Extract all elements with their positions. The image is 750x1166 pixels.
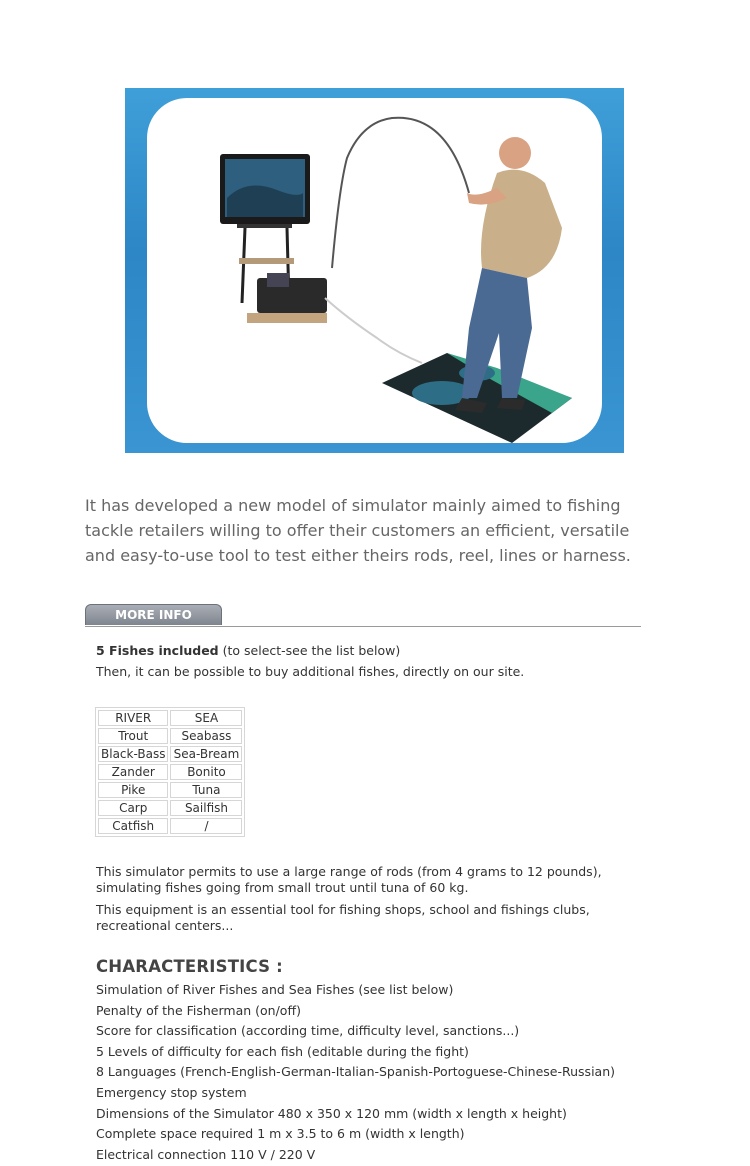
hero-photo-frame — [147, 98, 602, 443]
list-item: Complete space required 1 m x 3.5 to 6 m (width x length) — [96, 1126, 465, 1142]
intro-text: It has developed a new model of simulator mainly aimed to fishing tackle retailers willing to offer their customers an efficient, versatile and easy-to-use tool to test either theirs rods, reel, lines or harness. — [85, 496, 631, 565]
table-header-sea: SEA — [170, 710, 242, 726]
table-cell: Catfish — [98, 818, 168, 834]
table-cell: Trout — [98, 728, 168, 744]
additional-fishes-line: Then, it can be possible to buy additional fishes, directly on our site. — [96, 664, 525, 679]
fishes-included-line — [96, 643, 400, 658]
table-row — [98, 764, 242, 780]
table-cell: Sea-Bream — [170, 746, 242, 762]
fishes-included-note: (to select-see the list below) — [218, 643, 401, 658]
more-info-tabbar — [85, 604, 641, 627]
list-item: 8 Languages (French-English-German-Italian-Spanish-Portoguese-Chinese-Russian) — [96, 1064, 616, 1080]
table-cell: Seabass — [170, 728, 242, 744]
tab-more-info[interactable]: MORE INFO — [85, 604, 222, 625]
list-item: Dimensions of the Simulator 480 x 350 x 120 mm (width x length x height) — [96, 1105, 567, 1121]
characteristics-heading: CHARACTERISTICS : — [96, 957, 283, 976]
rods-range-paragraph: This simulator permits to use a large range of rods (from 4 grams to 12 pounds), simulating fishes going from small trout until tuna of 60 kg. — [96, 864, 602, 895]
list-item: Score for classification (according time, difficulty level, sanctions...) — [96, 1023, 520, 1039]
list-item: Electrical connection 110 V / 220 V — [96, 1146, 316, 1162]
table-cell: Black-Bass — [98, 746, 168, 762]
list-item: Emergency stop system — [96, 1084, 247, 1100]
fish-table — [95, 707, 245, 837]
fishing-simulator-photo — [147, 98, 602, 443]
list-item: Penalty of the Fisherman (on/off) — [96, 1002, 301, 1018]
table-header-row — [98, 710, 242, 726]
fishes-included-bold: 5 Fishes included — [96, 643, 219, 658]
table-row — [98, 728, 242, 744]
table-row — [98, 818, 242, 834]
equipment-paragraph: This equipment is an essential tool for fishing shops, school and fishings clubs, recreational centers... — [96, 902, 590, 933]
list-item: 5 Levels of difficulty for each fish (editable during the fight) — [96, 1043, 469, 1059]
table-cell: Sailfish — [170, 800, 242, 816]
table-row — [98, 746, 242, 762]
table-cell: Carp — [98, 800, 168, 816]
table-row — [98, 800, 242, 816]
hero-image — [125, 88, 624, 453]
table-header-river: RIVER — [98, 710, 168, 726]
characteristics-list — [96, 981, 615, 1166]
fisherman — [499, 137, 531, 169]
list-item: Simulation of River Fishes and Sea Fishes (see list below) — [96, 982, 454, 997]
table-cell: / — [170, 818, 242, 834]
table-cell: Tuna — [170, 782, 242, 798]
table-cell: Zander — [98, 764, 168, 780]
table-cell: Bonito — [170, 764, 242, 780]
table-cell: Pike — [98, 782, 168, 798]
table-row — [98, 782, 242, 798]
